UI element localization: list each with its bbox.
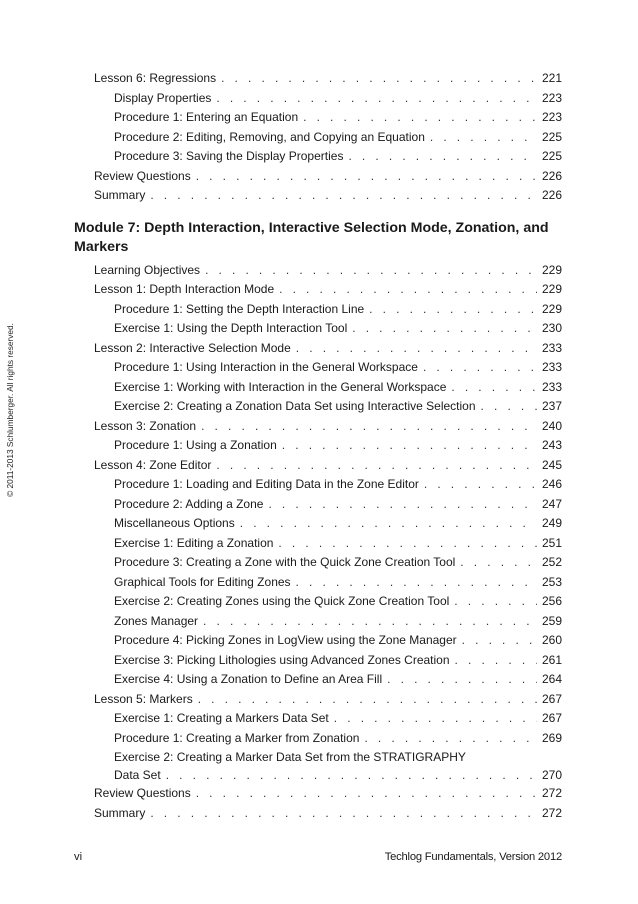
toc-entry[interactable] bbox=[74, 147, 562, 167]
copyright-notice bbox=[4, 270, 16, 550]
toc-entry-title: Lesson 2: Interactive Selection Mode bbox=[94, 340, 291, 355]
dot-leader bbox=[150, 804, 537, 824]
toc-entry-page: 233 bbox=[541, 340, 562, 355]
toc-entry-page: 245 bbox=[541, 457, 562, 472]
toc-entry-page: 223 bbox=[541, 90, 562, 105]
toc-entry[interactable] bbox=[74, 495, 562, 515]
toc-entry-page: 233 bbox=[541, 360, 562, 374]
dot-leader bbox=[451, 378, 537, 398]
toc-entry[interactable] bbox=[74, 612, 562, 632]
toc-entry-title: Exercise 1: Creating a Markers Data Set bbox=[114, 711, 329, 725]
toc-entry-page: 226 bbox=[541, 168, 562, 183]
toc-entry-page: 253 bbox=[541, 574, 562, 589]
toc-entry-page: 229 bbox=[541, 301, 562, 316]
toc-entry-page: 223 bbox=[541, 110, 562, 124]
toc-entry-title: Exercise 2: Creating Zones using the Quick Zone Creation Tool bbox=[114, 594, 450, 608]
dot-leader bbox=[279, 280, 537, 300]
toc-entry-title: Zones Manager bbox=[114, 613, 199, 628]
toc-entry-page: 229 bbox=[541, 262, 562, 277]
toc-entry-title: Review Questions bbox=[94, 786, 191, 800]
toc-entry[interactable] bbox=[74, 631, 562, 651]
copyright-text: © 2011-2013 Schlumberger. All rights reserved. bbox=[5, 323, 15, 497]
toc-entry-page: 272 bbox=[541, 805, 562, 820]
toc-entry[interactable] bbox=[74, 280, 562, 300]
toc-entry-page: 230 bbox=[541, 321, 562, 335]
toc-entry-page: 246 bbox=[541, 477, 562, 491]
dot-leader bbox=[201, 417, 537, 437]
dot-leader bbox=[205, 261, 537, 281]
toc-entry-title: Exercise 4: Using a Zonation to Define an Area Fill bbox=[114, 672, 383, 686]
toc-entry[interactable] bbox=[74, 319, 562, 339]
toc-entry[interactable] bbox=[74, 804, 562, 824]
toc-entry-page: 261 bbox=[541, 652, 562, 667]
toc-entry-title: Miscellaneous Options bbox=[114, 516, 235, 530]
dot-leader bbox=[424, 475, 537, 495]
toc-entry-page: 247 bbox=[541, 496, 562, 511]
dot-leader bbox=[387, 670, 537, 690]
toc-entry-page: 225 bbox=[541, 149, 562, 163]
dot-leader bbox=[198, 690, 537, 710]
toc-entry-title: Procedure 1: Using a Zonation bbox=[114, 438, 277, 452]
toc-entry-page: 240 bbox=[541, 418, 562, 433]
toc-entry-title: Exercise 3: Picking Lithologies using Advanced Zones Creation bbox=[114, 652, 450, 667]
toc-entry-title: Lesson 3: Zonation bbox=[94, 418, 197, 433]
toc-entry-title-line2: Data Set bbox=[114, 768, 161, 782]
toc-entry-title: Procedure 2: Adding a Zone bbox=[114, 496, 264, 511]
toc-entry[interactable] bbox=[74, 475, 562, 495]
toc-entry-title: Lesson 6: Regressions bbox=[94, 71, 217, 85]
dot-leader bbox=[296, 339, 537, 359]
dot-leader bbox=[216, 456, 537, 476]
dot-leader bbox=[462, 631, 537, 651]
toc-entry-page: 226 bbox=[541, 188, 562, 202]
toc-entry-title: Summary bbox=[94, 188, 146, 202]
toc-entry-title: Procedure 1: Entering an Equation bbox=[114, 110, 299, 124]
toc-entry[interactable] bbox=[74, 651, 562, 671]
toc-entry[interactable] bbox=[74, 592, 562, 612]
dot-leader bbox=[352, 319, 537, 339]
dot-leader bbox=[196, 167, 537, 187]
toc-entry[interactable] bbox=[74, 358, 562, 378]
toc-entry-title: Lesson 1: Depth Interaction Mode bbox=[94, 282, 275, 296]
dot-leader bbox=[454, 592, 537, 612]
toc-entry[interactable] bbox=[74, 417, 562, 437]
dot-leader bbox=[303, 108, 537, 128]
dot-leader bbox=[166, 766, 537, 784]
dot-leader bbox=[150, 186, 537, 206]
dot-leader bbox=[268, 495, 537, 515]
toc-entry-title: Exercise 2: Creating a Zonation Data Set using Interactive Selection bbox=[114, 399, 476, 413]
toc-entry-page: 272 bbox=[541, 786, 562, 800]
toc-section-module-6-tail bbox=[74, 69, 562, 206]
toc-entry-title: Lesson 4: Zone Editor bbox=[94, 457, 212, 472]
toc-entry-title: Graphical Tools for Editing Zones bbox=[114, 574, 291, 589]
toc-entry[interactable] bbox=[74, 397, 562, 417]
module-7-heading: Module 7: Depth Interaction, Interactive Selection Mode, Zonation, and Markers bbox=[74, 219, 549, 255]
toc-entry-page: 267 bbox=[541, 711, 562, 725]
dot-leader bbox=[369, 300, 537, 320]
dot-leader bbox=[240, 514, 537, 534]
toc-entry-title: Review Questions bbox=[94, 168, 191, 183]
toc-entry[interactable] bbox=[74, 300, 562, 320]
dot-leader bbox=[203, 612, 537, 632]
toc-entry-page: 260 bbox=[541, 633, 562, 647]
toc-entry-page: 269 bbox=[541, 730, 562, 745]
toc-entry-page: 237 bbox=[541, 399, 562, 413]
toc-entry-page: 233 bbox=[541, 379, 562, 394]
dot-leader bbox=[296, 573, 537, 593]
dot-leader bbox=[423, 358, 537, 378]
toc-entry[interactable] bbox=[74, 89, 562, 109]
table-of-contents bbox=[74, 69, 562, 823]
toc-entry[interactable] bbox=[74, 261, 562, 281]
toc-entry-title: Display Properties bbox=[114, 90, 212, 105]
toc-entry-title: Procedure 1: Using Interaction in the General Workspace bbox=[114, 360, 418, 374]
dot-leader bbox=[460, 553, 537, 573]
toc-entry-page: 221 bbox=[541, 71, 562, 85]
toc-entry[interactable] bbox=[74, 729, 562, 749]
toc-entry[interactable] bbox=[74, 553, 562, 573]
toc-entry[interactable] bbox=[74, 748, 562, 784]
toc-entry-page: 251 bbox=[541, 535, 562, 550]
toc-entry-title: Procedure 1: Creating a Marker from Zonation bbox=[114, 730, 360, 745]
toc-entry-title: Procedure 1: Loading and Editing Data in the Zone Editor bbox=[114, 477, 419, 491]
toc-entry[interactable] bbox=[74, 69, 562, 89]
toc-entry-page: 256 bbox=[541, 594, 562, 608]
toc-entry[interactable] bbox=[74, 436, 562, 456]
toc-entry[interactable] bbox=[74, 690, 562, 710]
toc-entry-title: Learning Objectives bbox=[94, 262, 201, 277]
toc-entry-title: Procedure 4: Picking Zones in LogView using the Zone Manager bbox=[114, 633, 457, 647]
toc-entry-page: 259 bbox=[541, 613, 562, 628]
dot-leader bbox=[216, 89, 537, 109]
dot-leader bbox=[221, 69, 537, 89]
dot-leader bbox=[196, 784, 537, 804]
dot-leader bbox=[455, 651, 537, 671]
toc-entry[interactable] bbox=[74, 534, 562, 554]
toc-entry-page: 252 bbox=[541, 555, 562, 569]
toc-entry-title: Lesson 5: Markers bbox=[94, 691, 193, 706]
toc-entry[interactable] bbox=[74, 167, 562, 187]
dot-leader bbox=[481, 397, 537, 417]
toc-entry[interactable] bbox=[74, 573, 562, 593]
toc-section-module-7 bbox=[74, 261, 562, 749]
toc-entry-title: Exercise 1: Working with Interaction in the General Workspace bbox=[114, 379, 447, 394]
toc-entry-title: Exercise 1: Using the Depth Interaction Tool bbox=[114, 321, 348, 335]
toc-entry[interactable] bbox=[74, 514, 562, 534]
dot-leader bbox=[282, 436, 537, 456]
toc-entry-title: Exercise 1: Editing a Zonation bbox=[114, 535, 274, 550]
dot-leader bbox=[430, 128, 537, 148]
toc-entry-page: 229 bbox=[541, 282, 562, 296]
toc-entry[interactable] bbox=[74, 339, 562, 359]
toc-entry-page: 225 bbox=[541, 129, 562, 144]
toc-section-module-7-end bbox=[74, 784, 562, 823]
toc-entry[interactable] bbox=[74, 128, 562, 148]
dot-leader bbox=[278, 534, 537, 554]
toc-entry-title: Procedure 3: Saving the Display Properties bbox=[114, 149, 344, 163]
toc-entry-title-line1: Exercise 2: Creating a Marker Data Set from the STRATIGRAPHY bbox=[114, 750, 466, 764]
toc-entry-page: 264 bbox=[541, 672, 562, 686]
toc-entry[interactable] bbox=[74, 108, 562, 128]
toc-entry[interactable] bbox=[74, 186, 562, 206]
toc-entry-title: Procedure 2: Editing, Removing, and Copying an Equation bbox=[114, 129, 425, 144]
toc-entry[interactable] bbox=[74, 670, 562, 690]
dot-leader bbox=[364, 729, 537, 749]
toc-entry[interactable] bbox=[74, 378, 562, 398]
toc-entry-page: 249 bbox=[541, 516, 562, 530]
toc-entry-page: 270 bbox=[541, 768, 562, 782]
toc-entry[interactable] bbox=[74, 784, 562, 804]
dot-leader bbox=[348, 147, 537, 167]
toc-entry-page: 243 bbox=[541, 438, 562, 452]
toc-entry[interactable] bbox=[74, 709, 562, 729]
dot-leader bbox=[334, 709, 537, 729]
toc-entry-title: Procedure 1: Setting the Depth Interaction Line bbox=[114, 301, 365, 316]
footer-document-title: Techlog Fundamentals, Version 2012 bbox=[384, 851, 562, 863]
toc-entry[interactable] bbox=[74, 456, 562, 476]
toc-entry-page: 267 bbox=[541, 691, 562, 706]
toc-entry-title: Summary bbox=[94, 805, 146, 820]
footer-page-number: vi bbox=[74, 851, 83, 863]
toc-entry-title: Procedure 3: Creating a Zone with the Quick Zone Creation Tool bbox=[114, 555, 456, 569]
